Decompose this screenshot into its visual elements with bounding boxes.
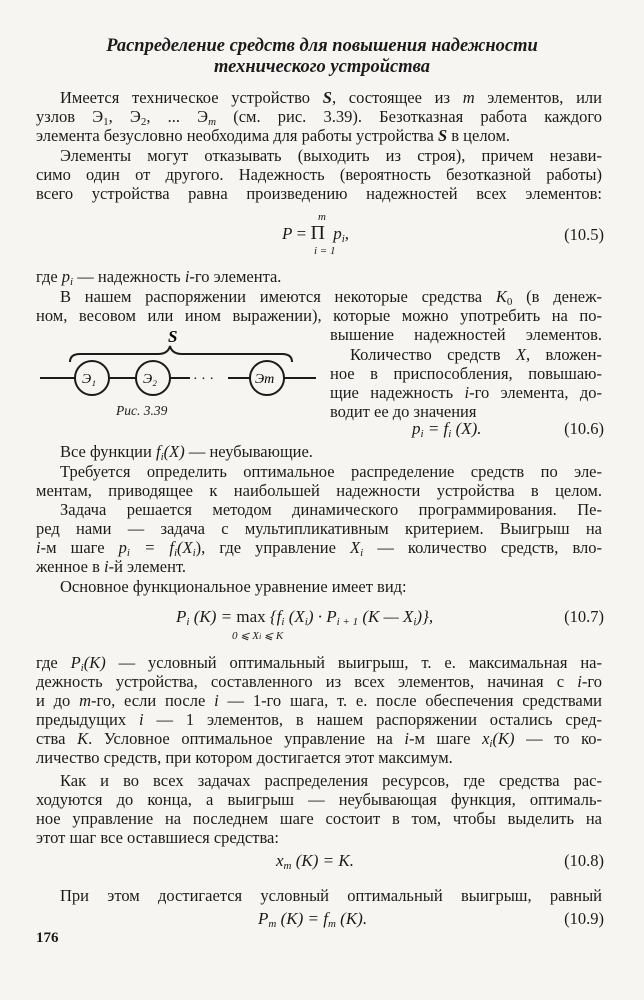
- page-number: 176: [36, 930, 59, 946]
- node-m-label: Эm: [255, 372, 275, 387]
- eq105-expression: P = Π $p_i$,: [282, 222, 349, 245]
- para9-line4: предыдущих i — 1 элементов, в нашем распоряжении остались сред-: [36, 710, 602, 729]
- eq107-expression: $P_i$ $(K) = \max \{f_i$ $(X_i) \cdot P_{i + 1}$ (K — $X_i$)},: [176, 607, 434, 628]
- para10-line3: ное управление на последнем шаге состоит в том, чтобы выделить на: [36, 809, 602, 828]
- para10-line4: этот шаг все оставшиеся средства:: [36, 828, 279, 847]
- para7-line1: Задача решается методом динамического программирования. Пе-: [60, 500, 602, 519]
- para9-line2: дежность устройства, составленного из всех элементов, начиная с i-го: [36, 672, 602, 691]
- para1-line2: узлов $Э_1$, $Э_2$, ... $Э_m$ (см. рис. 3.39). Безотказная работа каждого: [36, 107, 602, 128]
- para4-line3: щие надежность i-го элемента, до-: [330, 383, 602, 402]
- para10-line2: ходуются до конца, а выигрыш — неубывающая функция, оптималь-: [36, 790, 602, 809]
- para3-line1: В нашем распоряжении имеются некоторые средства $K_0$ (в денеж-: [60, 287, 602, 308]
- para1-line1: Имеется техническое устройство S, состоящее из m элементов, или: [60, 88, 602, 107]
- figure-3-39-diagram: [40, 326, 320, 406]
- node-1-label: Э₁: [82, 372, 97, 387]
- chain-ellipsis: · · ·: [193, 372, 214, 387]
- eq106-number: (10.6): [564, 419, 604, 438]
- para3-line2: ном, весовом или ином выражении), которые можно употребить на по-: [36, 306, 602, 325]
- section-title-line2: технического устройства: [213, 57, 431, 77]
- para4-line1: Количество средств X, вложен-: [350, 345, 602, 364]
- para9-line5: ства K. Условное оптимальное управление на i-м шаге $x_i(K)$ — то ко-: [36, 729, 602, 750]
- section-title-line1: Распределение средств для повышения надежности: [106, 36, 538, 56]
- figure-caption: Рис. 3.39: [116, 403, 168, 418]
- para6-line1: Требуется определить оптимальное распределение средств по эле-: [60, 462, 602, 481]
- para4-line2: ное в приспособления, повышаю-: [330, 364, 602, 383]
- para2-line2: симо один от другого. Надежность (вероятность безотказной работы): [36, 165, 602, 184]
- eq105-lower-limit: i = 1: [314, 245, 336, 257]
- para4-line4: водит ее до значения: [330, 402, 477, 421]
- node-2-label: Э₂: [143, 372, 158, 387]
- para2-line1: Элементы могут отказывать (выходить из строя), причем незави-: [60, 146, 602, 165]
- eq109-expression: $P_m$ $(K) = f_m$ (K).: [258, 909, 368, 930]
- para7-line2: ред нами — задача с мультипликативным критерием. Выигрыш на: [36, 519, 602, 538]
- para8-line1: Основное функциональное уравнение имеет вид:: [60, 577, 407, 596]
- para2-line3: всего устройства равна произведению надежностей всех элементов:: [36, 184, 602, 203]
- eq107-number: (10.7): [564, 607, 604, 626]
- para10-line1: Как и во всех задачах распределения ресурсов, где средства рас-: [60, 771, 602, 790]
- eq105-upper-limit: m: [318, 211, 326, 223]
- para7-line3: i-м шаге $p_i = f_i(X_i)$, где управление $X_i$ — количество средств, вло-: [36, 538, 603, 559]
- figure-label-s: S: [168, 327, 178, 346]
- para9-line6: личество средств, при котором достигается этот максимум.: [36, 748, 453, 767]
- eq109-number: (10.9): [564, 909, 604, 928]
- eq108-number: (10.8): [564, 851, 604, 870]
- eq105-number: (10.5): [564, 225, 604, 244]
- para11-line1: При этом достигается условный оптимальный выигрыш, равный: [60, 886, 602, 905]
- after-eq105-line: где $p_i$ — надежность i-го элемента.: [36, 267, 282, 288]
- eq107-max-range: 0 ⩽ Xi ⩽ K: [232, 630, 284, 642]
- para7-line4: женное в i-й элемент.: [36, 557, 187, 576]
- para6-line2: ментам, приводящее к наибольшей надежности устройства в целом.: [36, 481, 602, 500]
- eq108-expression: $x_m$ (K) = K.: [276, 851, 354, 872]
- para3-line3: вышение надежностей элементов.: [330, 325, 602, 344]
- brace-line: [70, 346, 292, 362]
- eq106-expression: $p_i = f_i$ (X).: [412, 419, 482, 440]
- para1-line3: элемента безусловно необходима для работы устройства S в целом.: [36, 126, 511, 145]
- para9-line3: и до m-го, если после i — 1-го шага, т. е. после обеспечения средствами: [36, 691, 602, 710]
- para5-line1: Все функции $f_i(X)$ — неубывающие.: [60, 442, 313, 463]
- para9-line1: где $P_i(K)$ — условный оптимальный выигрыш, т. е. максимальная на-: [36, 653, 603, 674]
